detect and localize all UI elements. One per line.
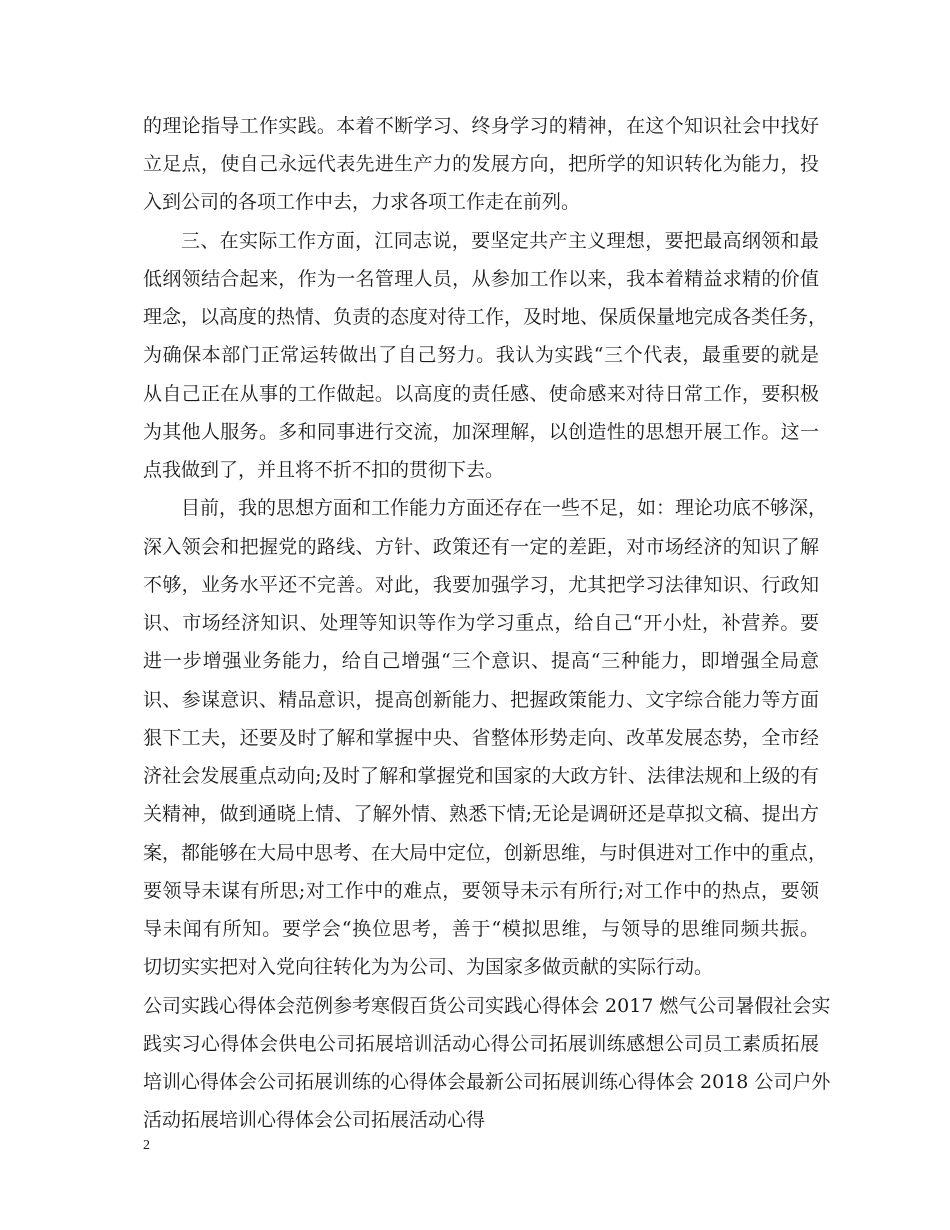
paragraph-line: 的理论指导工作实践。本着不断学习、终身学习的精神，在这个知识社会中找好: [143, 115, 819, 137]
related-links-line: 公司实践心得体会范例参考寒假百货公司实践心得体会 2017 燃气公司暑假社会实: [143, 995, 831, 1017]
paragraph-line: 不够，业务水平还不完善。对此，我要加强学习，尤其把学习法律知识、行政知: [143, 574, 819, 596]
page-number: 2: [143, 1138, 150, 1153]
paragraph-line: 导未闻有所知。要学会“换位思考，善于“模拟思维，与领导的思维同频共振。: [143, 918, 819, 940]
paragraph-line: 理念，以高度的热情、负责的态度对待工作，及时地、保质保量地完成各类任务，: [143, 306, 828, 328]
paragraph-line: 狠下工夫，还要及时了解和掌握中央、省整体形势走向、改革发展态势，全市经: [143, 727, 819, 749]
paragraph-line: 目前，我的思想方面和工作能力方面还存在一些不足，如：理论功底不够深，: [181, 497, 828, 519]
paragraph-line: 三、在实际工作方面，江同志说，要坚定共产主义理想，要把最高纲领和最: [181, 230, 819, 252]
paragraph-line: 立足点，使自己永远代表先进生产力的发展方向，把所学的知识转化为能力，投: [143, 153, 819, 175]
paragraph-line: 点我做到了，并且将不折不扣的贯彻下去。: [143, 459, 505, 481]
paragraph-line: 关精神，做到通晓上情、了解外情、熟悉下情;无论是调研还是草拟文稿、提出方: [143, 803, 819, 825]
paragraph-line: 深入领会和把握党的路线、方针、政策还有一定的差距，对市场经济的知识了解: [143, 536, 819, 558]
paragraph-line: 从自己正在从事的工作做起。以高度的责任感、使命感来对待日常工作，要积极: [143, 383, 819, 405]
related-links-line: 活动拓展培训心得体会公司拓展活动心得: [143, 1109, 486, 1131]
paragraph-line: 案，都能够在大局中思考、在大局中定位，创新思维，与时俱进对工作中的重点，: [143, 842, 828, 864]
paragraph-line: 入到公司的各项工作中去，力求各项工作走在前列。: [143, 191, 581, 213]
paragraph-line: 识、市场经济知识、处理等知识等作为学习重点，给自己“开小灶，补营养。要: [143, 612, 819, 634]
paragraph-line: 进一步增强业务能力，给自己增强“三个意识、提高“三种能力，即增强全局意: [143, 650, 819, 672]
paragraph-line: 切切实实把对入党向往转化为为公司、为国家多做贡献的实际行动。: [143, 956, 714, 978]
paragraph-line: 识、参谋意识、精品意识，提高创新能力、把握政策能力、文字综合能力等方面: [143, 689, 819, 711]
paragraph-line: 为确保本部门正常运转做出了自己努力。我认为实践“三个代表，最重要的就是: [143, 344, 819, 366]
related-links-line: 培训心得体会公司拓展训练的心得体会最新公司拓展训练心得体会 2018 公司户外: [143, 1071, 831, 1093]
paragraph-line: 要领导未谋有所思;对工作中的难点，要领导未示有所行;对工作中的热点，要领: [143, 880, 819, 902]
paragraph-line: 济社会发展重点动向;及时了解和掌握党和国家的大政方针、法律法规和上级的有: [143, 765, 819, 787]
related-links-line: 践实习心得体会供电公司拓展培训活动心得公司拓展训练感想公司员工素质拓展: [143, 1033, 819, 1055]
paragraph-line: 为其他人服务。多和同事进行交流，加深理解，以创造性的思想开展工作。这一: [143, 421, 819, 443]
paragraph-line: 低纲领结合起来，作为一名管理人员，从参加工作以来，我本着精益求精的价值: [143, 268, 819, 290]
